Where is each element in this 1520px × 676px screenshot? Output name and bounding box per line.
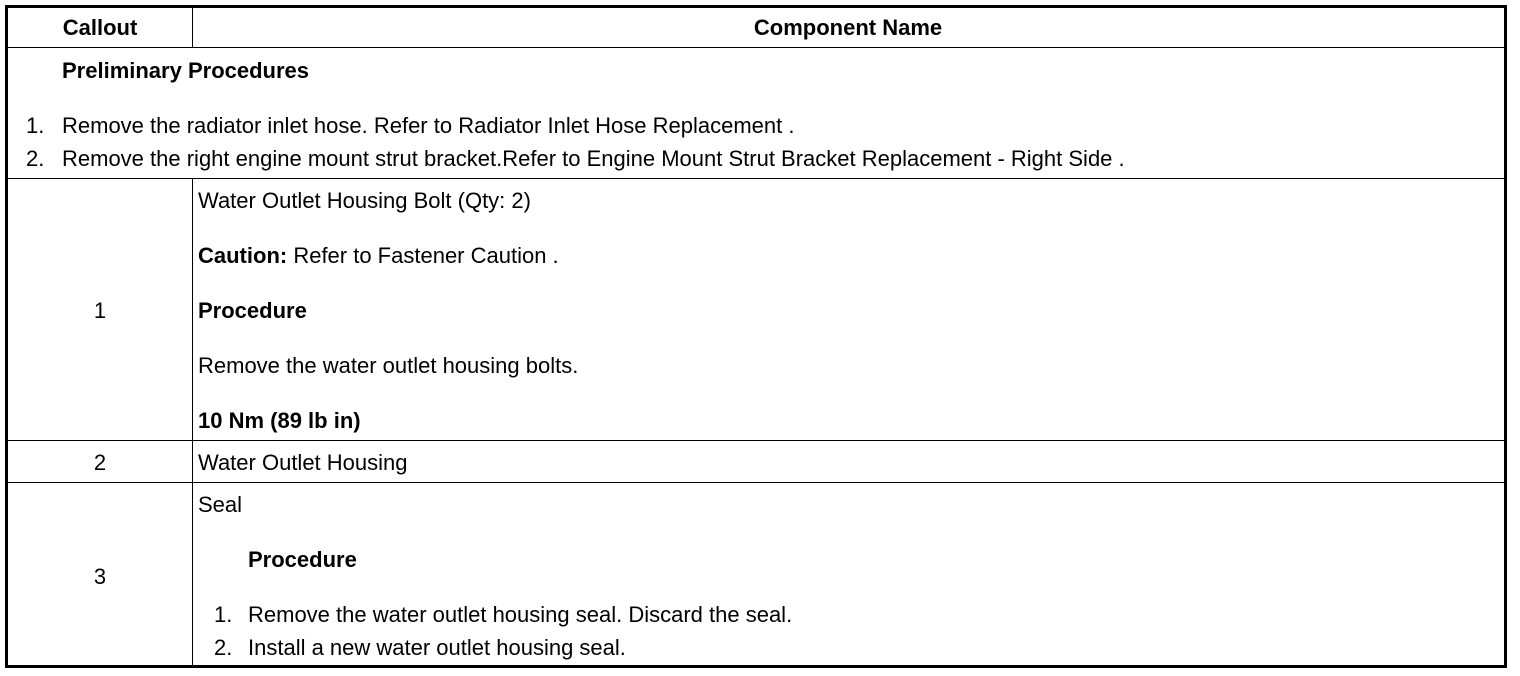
procedure-step-text: Install a new water outlet housing seal. <box>248 635 626 660</box>
callout-number: 1 <box>93 298 107 323</box>
caution-text: Refer to Fastener Caution . <box>287 243 559 268</box>
header-component-name: Component Name <box>753 15 943 40</box>
procedure-text: Remove the water outlet housing bolts. <box>198 353 579 378</box>
procedure-step-number: 2. <box>214 635 233 660</box>
header-callout: Callout <box>62 15 138 40</box>
procedure-step-number: 1. <box>214 602 233 627</box>
row-divider <box>8 482 1504 483</box>
procedure-heading: Procedure <box>248 547 357 572</box>
preliminary-step-text: Remove the radiator inlet hose. Refer to Radiator Inlet Hose Replacement . <box>62 113 795 138</box>
callout-number: 2 <box>93 450 107 475</box>
caution-note <box>198 243 559 269</box>
header-divider <box>8 47 1504 48</box>
component-name: Seal <box>198 492 243 517</box>
component-name: Water Outlet Housing Bolt (Qty: 2) <box>198 188 531 213</box>
procedure-step-text: Remove the water outlet housing seal. Discard the seal. <box>248 602 793 627</box>
column-divider <box>192 178 193 665</box>
row-divider <box>8 440 1504 441</box>
torque-spec: 10 Nm (89 lb in) <box>198 408 361 433</box>
preliminary-step-number: 2. <box>26 146 45 171</box>
preliminary-title: Preliminary Procedures <box>62 58 310 83</box>
component-name: Water Outlet Housing <box>198 450 408 475</box>
procedure-table <box>5 5 1507 668</box>
preliminary-step-number: 1. <box>26 113 45 138</box>
callout-number: 3 <box>93 564 107 589</box>
caution-label: Caution: <box>198 243 288 268</box>
row-divider <box>8 178 1504 179</box>
preliminary-step-text: Remove the right engine mount strut bracket.Refer to Engine Mount Strut Bracket Replacement - Right Side . <box>62 146 1125 171</box>
procedure-heading: Procedure <box>198 298 307 323</box>
